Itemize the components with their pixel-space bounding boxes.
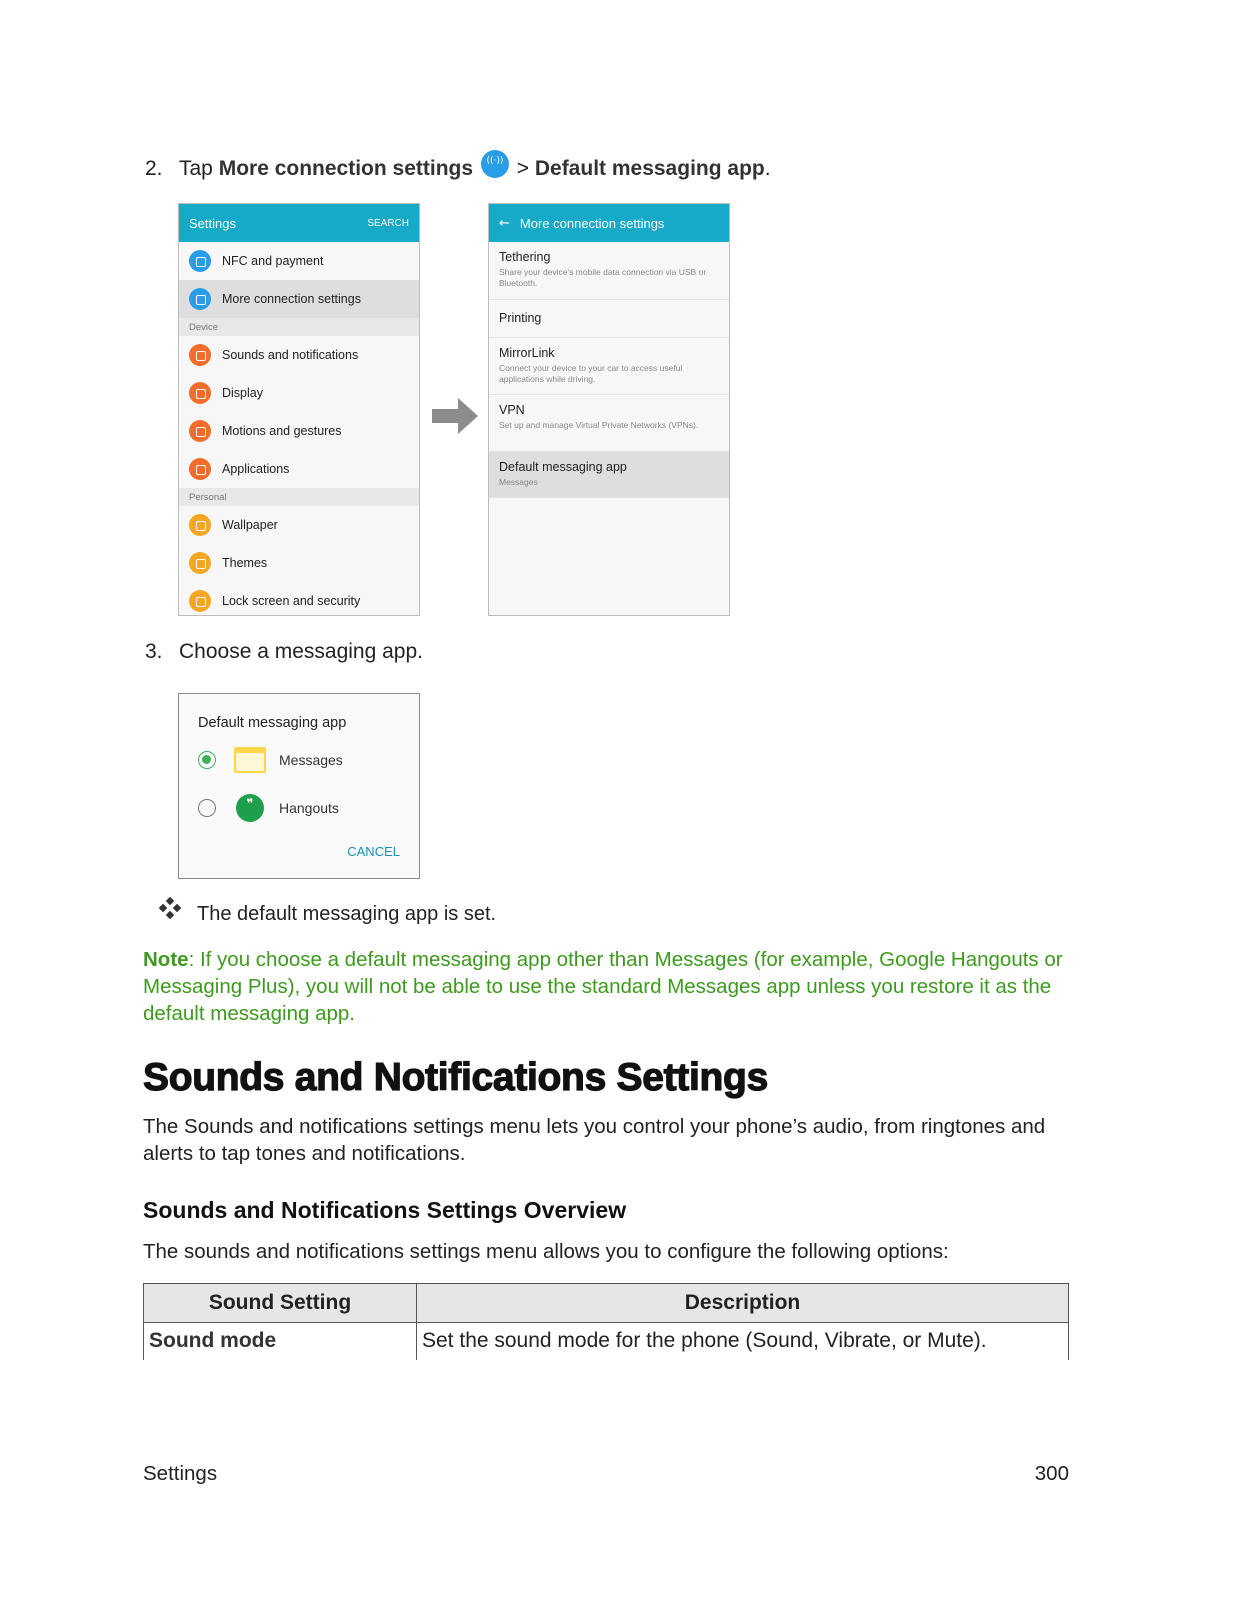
settings-item-label: NFC and payment <box>222 254 324 268</box>
radio-unselected[interactable] <box>198 799 216 817</box>
table-header: Description <box>417 1284 1069 1323</box>
step-number: 3. <box>145 640 163 663</box>
settings-item-label: Themes <box>222 556 268 570</box>
step-3 <box>145 640 423 664</box>
nfc-icon <box>189 250 211 272</box>
footer-section: Settings <box>143 1462 218 1485</box>
speaker-icon <box>189 344 211 366</box>
row-title: Printing <box>499 311 542 325</box>
result-bullet <box>197 903 496 926</box>
more-connection-screenshot <box>488 203 730 616</box>
settings-screenshot <box>178 203 420 616</box>
note-text: : If you choose a default messaging app other than Messages (for example, Google Hangouts or Messaging Plus), you will not be able to use the standard Messages app unless you restore it as the default messaging app. <box>143 948 1063 1025</box>
settings-item-label: Wallpaper <box>222 518 278 532</box>
note-label: Note <box>143 948 189 971</box>
row-subtitle: Connect your device to your car to access useful applications while driving. <box>499 363 683 384</box>
settings-item-label: Sounds and notifications <box>222 348 359 362</box>
option-label: Hangouts <box>279 800 339 816</box>
settings-item-more-connection[interactable] <box>179 280 419 318</box>
row-subtitle: Set up and manage Virtual Private Networks (VPNs). <box>499 420 699 430</box>
row-mirrorlink[interactable] <box>489 338 729 395</box>
row-printing[interactable] <box>489 300 729 338</box>
wallpaper-icon <box>189 514 211 536</box>
radio-selected[interactable] <box>198 751 216 769</box>
settings-item-label: Lock screen and security <box>222 594 361 608</box>
overview-paragraph: The sounds and notifications settings menu allows you to configure the following options: <box>143 1240 949 1263</box>
lock-icon <box>189 590 211 612</box>
settings-item-display[interactable] <box>179 374 419 412</box>
right-arrow-icon <box>432 396 480 436</box>
settings-item-label: More connection settings <box>222 292 361 306</box>
settings-item-lock-screen[interactable] <box>179 582 419 616</box>
intro-paragraph: The Sounds and notifications settings menu lets you control your phone’s audio, from ringtones and alerts to tap tones and notifications. <box>143 1115 1046 1165</box>
appbar-title: Settings <box>189 215 236 231</box>
default-messaging-dialog <box>178 693 420 879</box>
note <box>143 946 1073 1027</box>
table-row <box>144 1323 1069 1360</box>
motion-icon <box>189 420 211 442</box>
settings-item-label: Display <box>222 386 263 400</box>
table-cell-setting: Sound mode <box>144 1323 417 1360</box>
row-title: MirrorLink <box>499 346 555 360</box>
back-arrow-icon[interactable]: ← <box>499 215 510 231</box>
default-messaging-app-label: Default messaging app <box>534 157 765 180</box>
separator: > <box>510 157 535 180</box>
sound-settings-table <box>143 1283 1069 1360</box>
result-text: The default messaging app is set. <box>197 903 497 925</box>
messages-app-icon <box>234 747 266 773</box>
search-button[interactable]: SEARCH <box>367 217 409 229</box>
settings-item-label: Applications <box>222 462 290 476</box>
more-connection-appbar <box>489 204 729 242</box>
row-vpn[interactable] <box>489 395 729 452</box>
option-messages[interactable] <box>198 747 343 773</box>
page-number: 300 <box>1034 1462 1069 1485</box>
row-title: VPN <box>499 403 525 417</box>
more-connection-settings-label: More connection settings <box>218 157 474 180</box>
row-subtitle: Share your device's mobile data connection via USB or Bluetooth. <box>499 267 707 288</box>
table-header: Sound Setting <box>144 1284 417 1323</box>
step-number: 2. <box>145 157 163 180</box>
table-header-row <box>144 1284 1069 1323</box>
hangouts-app-icon <box>236 794 264 822</box>
more-connection-settings-icon <box>481 150 509 178</box>
section-personal: Personal <box>179 488 419 506</box>
row-tethering[interactable] <box>489 242 729 300</box>
section-heading: Sounds and Notifications Settings <box>143 1056 768 1099</box>
step-text: Choose a messaging app. <box>179 640 423 663</box>
option-hangouts[interactable] <box>198 794 339 822</box>
settings-item-nfc[interactable] <box>179 242 419 280</box>
table-cell-description: Set the sound mode for the phone (Sound, Vibrate, or Mute). <box>417 1323 1069 1360</box>
settings-item-themes[interactable] <box>179 544 419 582</box>
settings-item-sounds[interactable] <box>179 336 419 374</box>
diamond-bullet-icon <box>159 897 181 919</box>
themes-icon <box>189 552 211 574</box>
settings-item-motions[interactable] <box>179 412 419 450</box>
step-suffix: . <box>764 157 771 180</box>
wireless-icon <box>189 288 211 310</box>
step-text: Tap <box>179 157 219 180</box>
row-title: Tethering <box>499 250 551 264</box>
section-device: Device <box>179 318 419 336</box>
row-default-messaging-app[interactable] <box>489 452 729 498</box>
row-subtitle: Messages <box>499 477 538 487</box>
subsection-heading: Sounds and Notifications Settings Overview <box>143 1197 627 1223</box>
settings-item-applications[interactable] <box>179 450 419 488</box>
option-label: Messages <box>279 752 343 768</box>
apps-grid-icon <box>189 458 211 480</box>
settings-item-label: Motions and gestures <box>222 424 342 438</box>
step-2 <box>145 150 771 181</box>
appbar-title: More connection settings <box>519 215 665 231</box>
display-icon <box>189 382 211 404</box>
dialog-title: Default messaging app <box>198 715 347 731</box>
cancel-button[interactable]: CANCEL <box>347 844 400 859</box>
settings-item-wallpaper[interactable] <box>179 506 419 544</box>
settings-appbar <box>179 204 419 242</box>
row-title: Default messaging app <box>499 460 627 474</box>
